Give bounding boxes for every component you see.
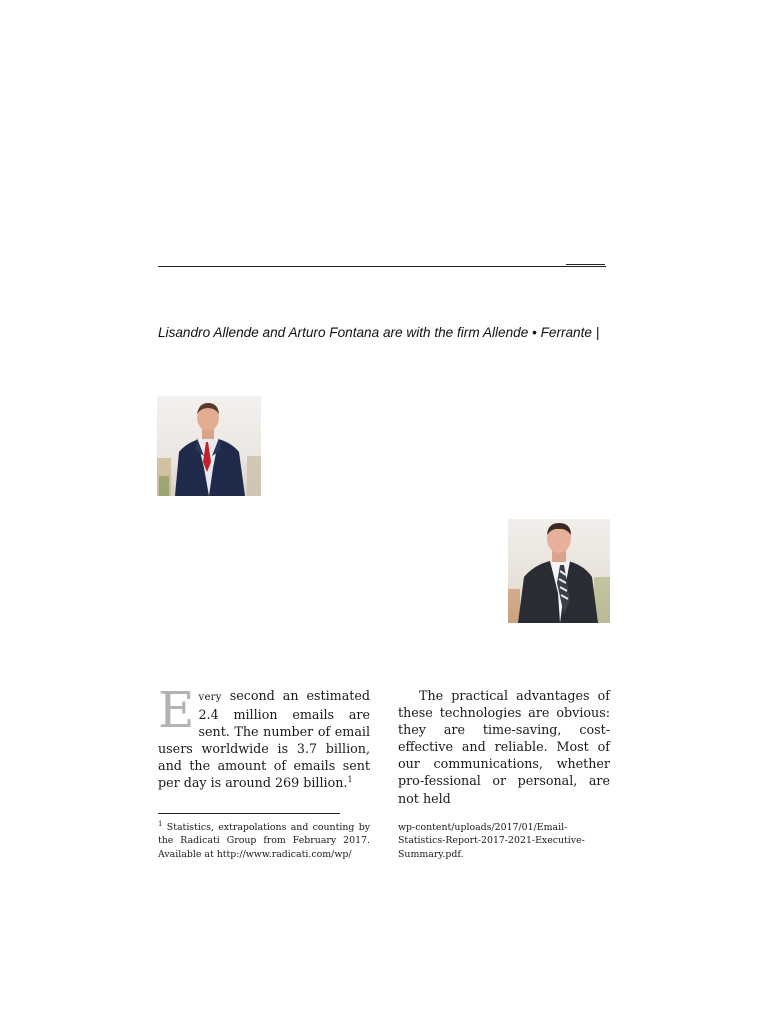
footnote-right bbox=[398, 821, 610, 861]
footnote-right-text: wp-content/uploads/2017/01/Email-Statistics-Report-2017-2021-Executive-Summary.pdf. bbox=[398, 822, 585, 860]
footnote-reference: 1 bbox=[347, 775, 353, 785]
footnote-left bbox=[158, 821, 370, 861]
author-photo-fontana bbox=[508, 519, 610, 623]
footnote-number: 1 bbox=[158, 819, 163, 828]
left-column-text: second an estimated 2.4 million emails are sent. The number of email users worldwide is 3.7 billion, and the amount of emails sent per day is around 269 billion. bbox=[158, 688, 370, 791]
header-rule bbox=[158, 266, 606, 267]
footnote-rule bbox=[158, 813, 340, 814]
author-photo-allende bbox=[157, 396, 261, 496]
portrait-fontana-graphic bbox=[508, 519, 610, 623]
lead-smallcaps: very bbox=[198, 692, 222, 703]
author-byline: Lisandro Allende and Arturo Fontana are with the firm Allende • Ferrante | bbox=[158, 325, 600, 340]
portrait-allende-graphic bbox=[157, 396, 261, 496]
drop-cap: E bbox=[158, 681, 195, 739]
right-column-text: The practical advantages of these technologies are obvious: they are time-saving, cost-effective and reliable. Most of our communications, whether pro-fessional or personal, are not held bbox=[398, 688, 610, 806]
footnote-left-text: Statistics, extrapolations and counting by the Radicati Group from February 2017. Available at http://www.radicati.com/wp/ bbox=[158, 822, 370, 860]
header-rule-accent bbox=[566, 264, 605, 265]
article-column-right bbox=[398, 687, 610, 807]
article-column-left bbox=[158, 681, 370, 792]
